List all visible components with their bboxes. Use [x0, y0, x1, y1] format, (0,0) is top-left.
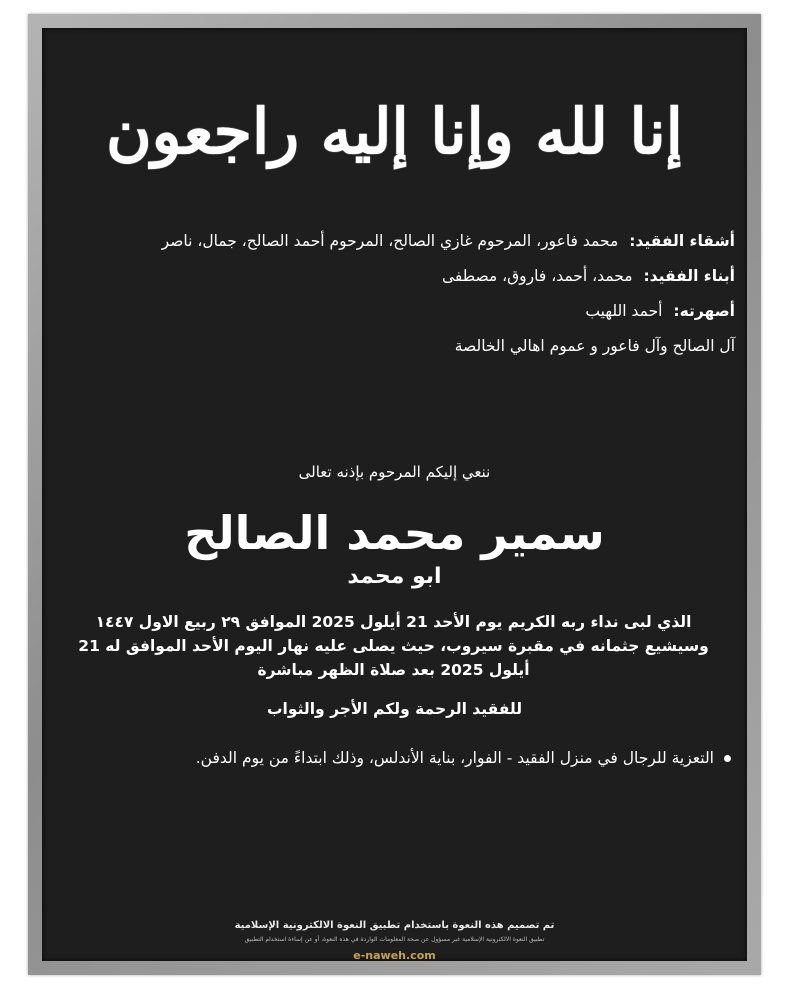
quran-verse-calligraphy: إنا لله وإنا إليه راجعون: [106, 95, 683, 168]
siblings-label: أشقاء الفقيد:: [629, 232, 735, 250]
families-line: آل الصالح وآل فاعور و عموم اهالي الخالصة: [454, 337, 735, 355]
condolence-list: [72, 746, 731, 770]
footer-credit: تم تصميم هذه النعوة باستخدام تطبيق النعوة الالكترونية الإسلامية: [234, 920, 555, 931]
family-section: [82, 224, 735, 364]
prayer-line: للفقيد الرحمة ولكم الأجر والثواب: [266, 700, 523, 718]
son-in-law-label: أصهرته:: [673, 302, 735, 320]
website-link[interactable]: e-naweh.com: [353, 949, 436, 962]
sons-row: [82, 259, 735, 294]
deceased-kunya: ابو محمد: [347, 564, 442, 589]
deceased-name: سمير محمد الصالح: [184, 506, 605, 560]
announcement-intro: ننعي إليكم المرحوم بإذنه تعالى: [298, 463, 491, 481]
obituary-card: [42, 28, 747, 961]
sons-value: محمد، أحمد، فاروق، مصطفى: [442, 267, 633, 285]
condolence-item: [72, 746, 731, 770]
son-in-law-row: [82, 294, 735, 329]
silver-frame: [28, 14, 761, 975]
obituary-content: [42, 28, 747, 961]
footer-disclaimer: تطبيق النعوة الالكترونية الإسلامية غير مسؤول عن صحة المعلومات الواردة في هذه النعوة، أو عن إساءة استخدام التطبيق: [244, 936, 545, 943]
footer: [42, 920, 747, 962]
condolence-text: التعزية للرجال في منزل الفقيد - الفوار، بناية الأندلس، وذلك ابتداءً من يوم الدفن.: [195, 749, 714, 767]
bullet-icon: [724, 755, 731, 762]
siblings-value: محمد فاعور، المرحوم غازي الصالح، المرحوم أحمد الصالح، جمال، ناصر: [161, 232, 619, 250]
siblings-row: [82, 224, 735, 259]
sons-label: أبناء الفقيد:: [643, 267, 735, 285]
son-in-law-value: أحمد اللهيب: [585, 302, 663, 320]
funeral-details: الذي لبى نداء ربه الكريم يوم الأحد 21 أيلول 2025 الموافق ٢٩ ربيع الاول ١٤٤٧ وسيشيع جثمانه في مقبرة سيروب، حيث يصلى عليه نهار اليوم الأحد الموافق له 21 أيلول 2025 بعد صلاة الظهر مباشرة: [78, 613, 709, 679]
